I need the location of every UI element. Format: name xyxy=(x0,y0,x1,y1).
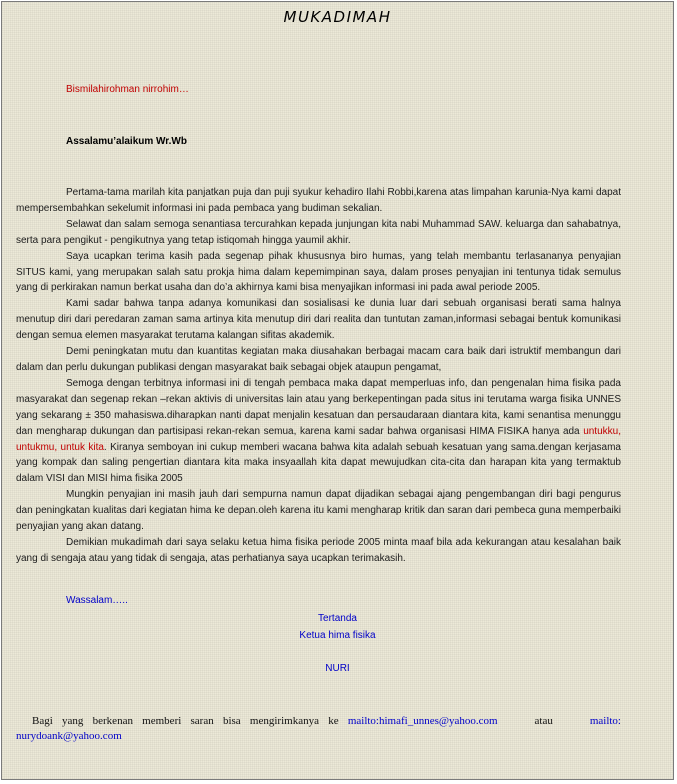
paragraph-5: Demi peningkatan mutu dan kuantitas kegiatan maka diusahakan berbagai macam cara baik dari istruktif membangun dari dalam dan perlu dukungan publikasi dengan masyarakat baik sebagai objek ataupun pengamat, xyxy=(16,346,621,373)
paragraph-8: Demikian mukadimah dari saya selaku ketua hima fisika periode 2005 minta maaf bila ada kekurangan atau kesalahan baik yang di sengaja atau yang tidak di sengaja, atas perhatianya saya ucapkan terimakasih. xyxy=(16,536,621,564)
mukadimah-body xyxy=(16,185,621,567)
page-title: MUKADIMAH xyxy=(283,8,392,26)
paragraph-6 xyxy=(16,376,621,487)
email-link-nury[interactable]: mailto: nurydoank@yahoo.com xyxy=(16,715,621,742)
motto-highlight: untukku, untukmu, untuk kita xyxy=(16,425,621,453)
paragraph-2: Selawat dan salam semoga senantiasa tercurahkan kepada junjungan kita nabi Muhammad SAW. keluarga dan sahabatnya, serta para pengikut - pengikutnya yang tetap istiqomah hingga yaumil akhir. xyxy=(16,218,621,246)
signature-name: NURI xyxy=(325,663,350,674)
paragraph-1: Pertama-tama marilah kita panjatkan puja dan puji syukur kehadiro Ilahi Robbi,karena atas limpahan karunia-Nya kami dapat mempersembahkan sekelumit informasi ini pada pembaca yang budiman sekalian. xyxy=(16,187,621,214)
paragraph-6-before: Semoga dengan terbitnya informasi ini di tengah pembaca maka dapat memperluas info, dan pengenalan hima fisika pada masyarakat dan segenap rekan –rekan aktivis di universitas lain atau yang berkepentingan pada situs ini terutama warga fisika UNNES yang sekarang ± 350 mahasiswa.diharapkan nanti dapat menjalin kesatuan dan persaudaraan diantara kita, kami senantisa menunggu dan mengharap dukungan dan partisipasi rekan-rekan semua, karena kami sadar bahwa organisasi HIMA FISIKA hanya ada xyxy=(16,377,621,437)
wassalam-closing: Wassalam….. xyxy=(66,595,128,606)
paragraph-4: Kami sadar bahwa tanpa adanya komunikasi dan sosialisasi ke dunia luar dari sebuah organisasi berati sama halnya menutup diri dari peredaran zaman sama artinya kita menutup diri dari realita dan tuntutan zaman,informasi sebagai bentuk komunikasi dengan semua elemen masyarakat terutama kalangan sifitas akademik. xyxy=(16,298,621,342)
document-page xyxy=(1,1,674,780)
salam-greeting: Assalamu’alaikum Wr.Wb xyxy=(66,136,187,147)
contact-footer xyxy=(16,714,621,744)
email-link-himafi[interactable]: mailto:himafi_unnes@yahoo.com xyxy=(347,715,498,727)
bismillah-greeting: Bismilahirohman nirrohim… xyxy=(66,84,189,95)
footer-text: Bagi yang berkenan memberi saran bisa mengirimkanya ke xyxy=(32,715,348,727)
paragraph-3: Saya ucapkan terima kasih pada segenap pihak khususnya biro humas, yang telah membantu terlasananya penyajian SITUS kami, yang merupakan salah satu prokja hima dalam kepemimpinan saya, dalam proses penyajian ini tentunya tidak semulus yang di perkirakan namun berkat usaha dan do’a akhirnya kami bisa menyajikan informasi ini pada awal periode 2005. xyxy=(16,250,621,294)
paragraph-6-after: . Kiranya semboyan ini cukup memberi wacana bahwa kita adalah sebuah kesatuan yang sama.dengan kerjasama yang kompak dan saling pengertian diantara kita maka insyaallah kita dapat mewujudkan cita-cita dan harapan kita yang termaktub dalam VISI dan MISI hima fisika 2005 xyxy=(16,441,621,485)
signature-position: Ketua hima fisika xyxy=(299,630,376,641)
footer-or-text: atau xyxy=(497,715,590,727)
paragraph-7: Mungkin penyajian ini masih jauh dari sempurna namun dapat dijadikan sebagai ajang pengembangan diri bagi pengurus dan peningkatan kualitas dari kegiatan hima ke depan.oleh karena itu kami mengharap kritik dan saran dari pembeca guna memperbaiki penyajian yang akan datang. xyxy=(16,489,621,533)
signature-tertanda: Tertanda xyxy=(318,613,357,624)
